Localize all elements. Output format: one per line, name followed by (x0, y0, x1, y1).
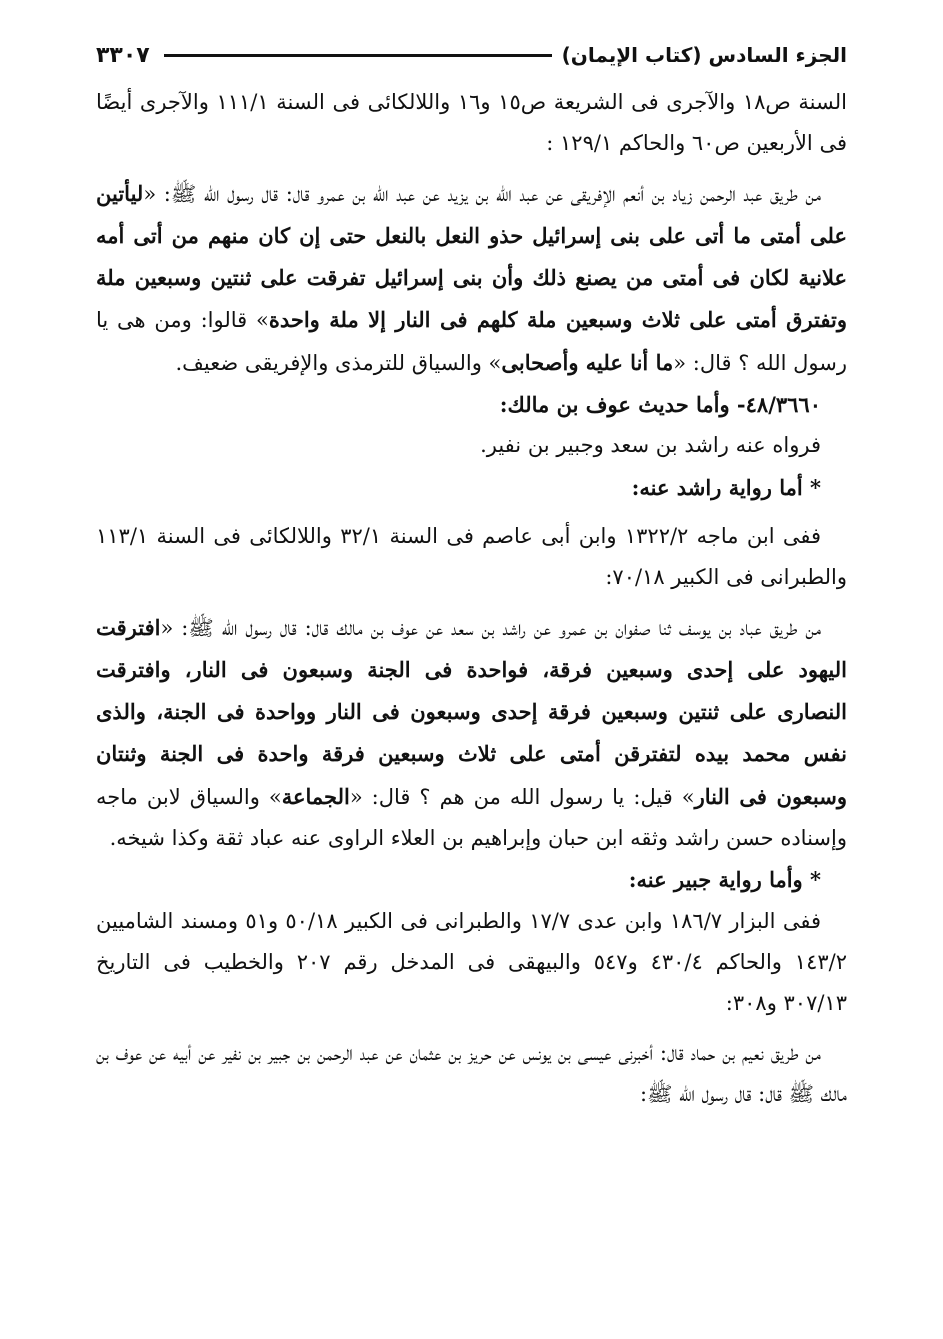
body-text (96, 82, 847, 1115)
header-rule (164, 54, 552, 57)
paragraph-sources-1 (96, 82, 847, 165)
subheading-rashid (96, 467, 847, 508)
hadith-matn: ليأتين على أمتى ما أتى على بنى إسرائيل حذو النعل بالنعل حتى إن كان منهم من أتى أمه علانية لكان فى أمتى من يصنع ذلك وأن بنى إسرائيل تفرقت على ثنتين وسبعين ملة وتفترق أمتى على ثلاث وسبعين ملة كلهم فى النار إلا ملة واحدة (96, 180, 847, 333)
paragraph-text: ففى البزار ١٨٦/٧ وابن عدى ١٧/٧ والطبرانى فى الكبير ٥٠/١٨ و٥١ ومسند الشاميين ١٤٣/٢ والحاكم ٤٣٠/٤ و٥٤٧ والبيهقى فى المدخل رقم ٢٠٧ والخطيب فى التاريخ ٣٠٧/١٣ و٣٠٨: (96, 908, 847, 1016)
paragraph-narrators (96, 425, 847, 466)
section-heading-awf (96, 384, 847, 425)
isnad-text: من طريق عبد الرحمن زياد بن أنعم الإفريقى عن عبد الله بن يزيد عن عبد الله بن عمرو قال: قال رسول الله ﷺ: « (143, 181, 821, 206)
hadith-matn: افترقت اليهود على إحدى وسبعين فرقة، فواحدة فى الجنة وسبعون فى النار، وافترقت النصارى على ثنتين وسبعين فرقة إحدى وسبعون فى النار وواحدة فى الجنة، والذى نفس محمد بيده لتفترقن أمتى على ثلاث وسبعين فرقة واحدة فى الجنة وثنتان وسبعون فى النار (96, 614, 848, 809)
paragraph-sources-3 (96, 901, 847, 1025)
running-header (96, 30, 847, 80)
isnad-text: من طريق عباد بن يوسف ثنا صفوان بن عمرو عن راشد بن سعد عن عوف بن مالك قال: قال رسول الله ﷺ: « (160, 615, 821, 640)
grading-text: » والسياق لابن ماجه وإسناده حسن راشد وثقه ابن حبان وإبراهيم بن العلاء الراوى عنه عباد ثقة وكذا شيخه. (96, 784, 847, 851)
paragraph-text: ففى ابن ماجه ١٣٢٢/٢ وابن أبى عاصم فى السنة ٣٢/١ واللالكائى فى السنة ١١٣/١ والطبرانى فى الكبير ٧٠/١٨: (96, 523, 847, 590)
grading-text: » والسياق للترمذى والإفريقى ضعيف. (175, 350, 502, 375)
paragraph-isnad-3 (96, 1033, 847, 1116)
paragraph-text: السنة ص١٨ والآجرى فى الشريعة ص١٥ و١٦ واللالكائى فى السنة ١١١/١ والآجرى أيضًا فى الأربعين ص٦٠ والحاكم ١٢٩/١ : (96, 90, 847, 156)
hadith-answer: ما أنا عليه وأصحابى (501, 349, 674, 375)
heading-text: ٤٨/٣٦٦٠- وأما حديث عوف بن مالك: (499, 392, 821, 418)
paragraph-text: فرواه عنه راشد بن سعد وجبير بن نفير. (480, 433, 821, 458)
hadith-answer: الجماعة (281, 783, 350, 809)
paragraph-hadith-2 (96, 607, 847, 860)
subheading-jubayr (96, 859, 847, 900)
paragraph-text: من طريق نعيم بن حماد قال: أخبرنى عيسى بن يونس عن حريز بن عثمان عن عبد الرحمن بن جبير بن نفير عن أبيه عن عوف بن مالك ﷺ قال: قال رسول الله ﷺ: (96, 1040, 847, 1106)
running-title: الجزء السادس (كتاب الإيمان) (561, 43, 847, 67)
page-number: ٣٣٠٧ (96, 42, 150, 68)
narration-text: » قيل: يا رسول الله من هم ؟ قال: « (349, 784, 695, 809)
paragraph-sources-2 (96, 516, 847, 599)
heading-text: * وأما رواية جبير عنه: (628, 867, 821, 893)
narration-text: » قالوا: ومن هى يا رسول الله ؟ قال: « (96, 308, 847, 375)
paragraph-hadith-1 (96, 173, 847, 384)
heading-text: * أما رواية راشد عنه: (631, 474, 821, 500)
